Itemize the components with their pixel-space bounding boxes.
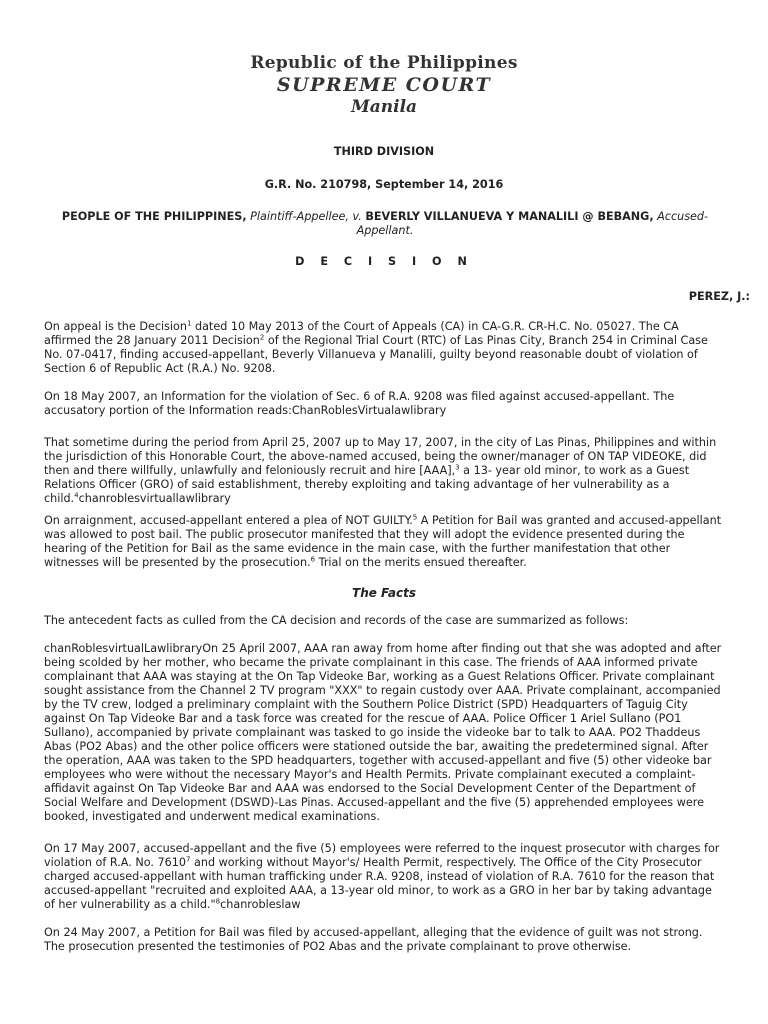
plaintiff-role: Plaintiff-Appellee	[250, 210, 346, 223]
accused-name: BEVERLY VILLANUEVA Y MANALILI @ BEBANG,	[365, 210, 654, 223]
paragraph-1: On appeal is the Decision$^1$ dated 10 May 2013 of the Court of Appeals (CA) in CA-G.R. CR-H.C. No. 05027. The CA affirmed the 28 January 2011 Decision$^2$ of the Regional Trial Court (RTC) of Las Pinas City, Branch 254 in Criminal Case No. 07-0417, finding accused-appellant, Beverly Villanueva y Manalili, guilty beyond reasonable doubt of violation of Section 6 of Republic Act (R.A.) No. 9208.	[44, 319, 708, 375]
plaintiff-name: PEOPLE OF THE PHILIPPINES,	[61, 210, 247, 223]
court-header	[0, 52, 768, 118]
manila-heading: Manila	[350, 97, 418, 117]
footnote-ref: 2	[259, 333, 265, 342]
ponente: PEREZ, J.:	[688, 290, 750, 303]
footnote-ref: 6	[310, 555, 316, 564]
footnote-ref: 5	[412, 513, 418, 522]
paragraph-6: chanRoblesvirtualLawlibraryOn 25 April 2007, AAA ran away from home after finding out that she was adopted and after being scolded by her mother, who became the private complainant in this case. The friends of AAA informed private complainant that AAA was staying at the On Tap Videoke Bar, working as a Guest Relations Officer. Private complainant sought assistance from the Channel 2 TV program "XXX" to regain custody over AAA. Private complainant, accompanied by the TV crew, lodged a preliminary complaint with the Southern Police District (SPD) Headquarters of Taguig City against On Tap Videoke Bar and a task force was created for the rescue of AAA. Police Officer 1 Ariel Sullano (PO1 Sullano), accompanied by private complainant was tasked to go inside the videoke bar to talk to AAA. PO2 Thaddeus Abas (PO2 Abas) and the other police officers were stationed outside the bar, awaiting the predetermined signal. After the operation, AAA was taken to the SPD headquarters, together with accused-appellant and five (5) other videoke bar employees who were without the necessary Mayor's and Health Permits. Private complainant executed a complaint-affidavit against On Tap Videoke Bar and AAA was endorsed to the Social Development Center of the Department of Social Welfare and Development (DSWD)-Las Pinas. Accused-appellant and the five (5) apprehended employees were booked, investigated and underwent medical examinations.	[44, 642, 722, 823]
footnote-ref: 4	[74, 491, 79, 500]
footnote-ref: 7	[185, 855, 191, 864]
paragraph-8: On 24 May 2007, a Petition for Bail was filed by accused-appellant, alleging that the evidence of guilt was not strong. The prosecution presented the testimonies of PO2 Abas and the private complainant to prove otherwise.	[44, 926, 703, 953]
republic-heading: Republic of the Philippines	[250, 53, 518, 73]
footnote-ref: 3	[455, 463, 460, 472]
versus: , v.	[345, 210, 366, 223]
division-heading: THIRD DIVISION	[333, 145, 435, 158]
decision-title: D E C I S I O N	[295, 255, 473, 268]
paragraph-2: On 18 May 2007, an Information for the violation of Sec. 6 of R.A. 9208 was filed against accused-appellant. The accusatory portion of the Information reads:ChanRoblesVirtualawlibrary	[44, 390, 675, 417]
paragraph-4: On arraignment, accused-appellant entered a plea of NOT GUILTY.$^5$ A Petition for Bail was granted and accused-appellant was allowed to post bail. The public prosecutor manifested that they will adopt the evidence presented during the hearing of the Petition for Bail as the same evidence in the main case, with the further manifestation that other witnesses will be presented by the prosecution.$^6$ Trial on the merits ensued thereafter.	[44, 513, 722, 569]
gr-number: G.R. No. 210798, September 14, 2016	[264, 178, 504, 191]
case-parties	[40, 210, 730, 238]
supreme-court-heading: SUPREME COURT	[276, 74, 492, 96]
accused-role: Accused-Appellant.	[356, 210, 709, 237]
information-quote: That sometime during the period from April 25, 2007 up to May 17, 2007, in the city of Las Pinas, Philippines and within the jurisdiction of this Honorable Court, the above-named accused, being the owner/manager of ON TAP VIDEOKE, did then and there willfully, unlawfully and feloniously recruit and hire [AAA],$^3$ a 13- year old minor, to work as a Guest Relations Officer (GRO) of said establishment, thereby exploiting and taking advantage of her vulnerability as a child.$^4$chanroblesvirtuallawlibrary	[44, 436, 717, 505]
footnote-ref: 1	[186, 319, 192, 328]
paragraph-7: On 17 May 2007, accused-appellant and the five (5) employees were referred to the inquest prosecutor with charges for violation of R.A. No. 7610$^7$ and working without Mayor's/ Health Permit, respectively. The Office of the City Prosecutor charged accused-appellant with human trafficking under R.A. 9208, instead of violation of R.A. 7610 for the reason that accused-appellant "recruited and exploited AAA, a 13-year old minor, to work as a GRO in her bar by taking advantage of her vulnerability as a child."$^8$chanrobleslaw	[44, 842, 720, 911]
paragraph-5: The antecedent facts as culled from the CA decision and records of the case are summarized as follows:	[44, 614, 629, 627]
footnote-ref: 8	[215, 897, 221, 906]
section-title-facts: The Facts	[352, 586, 416, 600]
